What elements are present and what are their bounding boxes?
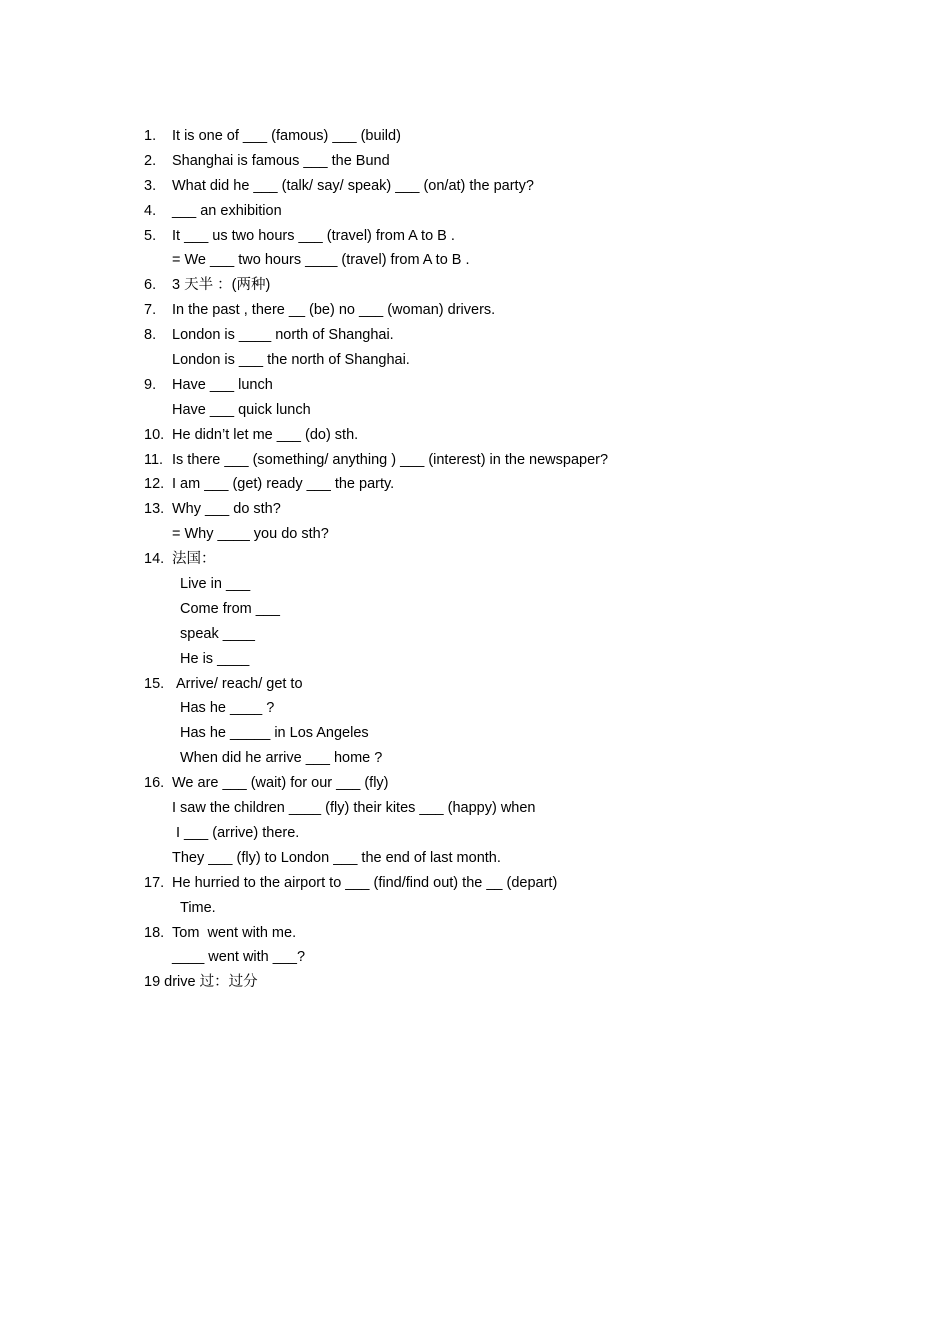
exercise-16-continuation-1: [144, 796, 844, 821]
exercise-5-continuation: [144, 248, 844, 273]
exercise-9-continuation: [144, 398, 844, 423]
exercise-text: ____ went with ___?: [172, 949, 306, 966]
exercise-16-continuation-3: [144, 846, 844, 871]
exercise-text: Come from ___: [180, 600, 280, 617]
exercise-text: Tom went with me.: [172, 924, 297, 941]
exercise-text: What did he ___ (talk/ say/ speak) ___ (on/at) the party?: [172, 177, 534, 194]
exercise-2: [144, 149, 844, 174]
exercise-text: speak ____: [180, 625, 255, 642]
exercise-number: 6.: [144, 277, 157, 294]
exercise-number: 13.: [144, 501, 165, 518]
exercise-number: 10.: [144, 426, 165, 443]
exercise-text: 3 天半 ：(两种): [172, 277, 271, 294]
exercise-16: [144, 771, 844, 796]
exercise-text: I am ___ (get) ready ___ the party.: [172, 476, 395, 493]
exercise-text: When did he arrive ___ home ?: [180, 750, 383, 767]
exercise-text: He didn’t let me ___ (do) sth.: [172, 426, 359, 443]
exercise-text: 法国：: [172, 551, 216, 568]
exercise-list: [144, 124, 844, 995]
exercise-14-sub-3: [144, 622, 844, 647]
exercise-text: Has he _____ in Los Angeles: [180, 725, 369, 742]
exercise-13-continuation: [144, 522, 844, 547]
exercise-text: London is ___ the north of Shanghai.: [172, 352, 410, 369]
exercise-19: [144, 970, 844, 995]
exercise-text: I saw the children ____ (fly) their kites ___ (happy) when: [172, 800, 536, 817]
exercise-8-continuation: [144, 348, 844, 373]
exercise-3: [144, 174, 844, 199]
exercise-number: 7.: [144, 302, 157, 319]
exercise-number: 14.: [144, 551, 165, 568]
exercise-number: 12.: [144, 476, 165, 493]
exercise-number: 8.: [144, 327, 157, 344]
exercise-text: They ___ (fly) to London ___ the end of last month.: [172, 849, 501, 866]
exercise-number: 1.: [144, 128, 157, 144]
exercise-15: [144, 672, 844, 697]
exercise-text: In the past , there __ (be) no ___ (woman) drivers.: [172, 302, 496, 319]
exercise-11: [144, 448, 844, 473]
exercise-text: He is ____: [180, 650, 250, 667]
exercise-text: He hurried to the airport to ___ (find/find out) the __ (depart): [172, 874, 558, 891]
exercise-7: [144, 298, 844, 323]
exercise-text: It is one of ___ (famous) ___ (build): [172, 128, 401, 144]
exercise-18-continuation: [144, 945, 844, 970]
exercise-text: Has he ____ ?: [180, 700, 275, 717]
exercise-14: [144, 547, 844, 572]
exercise-16-continuation-2: [144, 821, 844, 846]
exercise-1: [144, 124, 844, 149]
exercise-text: 19 drive 过：过分: [144, 974, 258, 991]
exercise-text: I ___ (arrive) there.: [176, 824, 300, 841]
exercise-10: [144, 423, 844, 448]
exercise-number: 2.: [144, 152, 157, 169]
exercise-9: [144, 373, 844, 398]
exercise-13: [144, 497, 844, 522]
exercise-text: Arrive/ reach/ get to: [176, 675, 303, 692]
exercise-number: 5.: [144, 227, 157, 244]
exercise-number: 15.: [144, 675, 165, 692]
exercise-14-sub-2: [144, 597, 844, 622]
exercise-text: Why ___ do sth?: [172, 501, 281, 518]
exercise-text: = Why ____ you do sth?: [172, 526, 329, 543]
exercise-text: London is ____ north of Shanghai.: [172, 327, 394, 344]
exercise-17: [144, 871, 844, 896]
exercise-number: 4.: [144, 202, 157, 219]
exercise-text: ___ an exhibition: [172, 202, 282, 219]
exercise-8: [144, 323, 844, 348]
exercise-15-sub-2: [144, 721, 844, 746]
exercise-text: Have ___ quick lunch: [172, 401, 311, 418]
exercise-15-sub-1: [144, 696, 844, 721]
exercise-text: Is there ___ (something/ anything ) ___ (interest) in the newspaper?: [172, 451, 609, 468]
exercise-text: Time.: [180, 899, 216, 916]
exercise-18: [144, 921, 844, 946]
exercise-number: 18.: [144, 924, 165, 941]
exercise-14-sub-1: [144, 572, 844, 597]
exercise-text: Shanghai is famous ___ the Bund: [172, 152, 390, 169]
exercise-number: 16.: [144, 775, 165, 792]
exercise-text: It ___ us two hours ___ (travel) from A to B .: [172, 227, 455, 244]
exercise-text: Live in ___: [180, 576, 251, 593]
exercise-14-sub-4: [144, 647, 844, 672]
exercise-17-continuation: [144, 896, 844, 921]
exercise-12: [144, 472, 844, 497]
exercise-4: [144, 199, 844, 224]
exercise-text: Have ___ lunch: [172, 376, 273, 393]
exercise-number: 11.: [144, 451, 164, 468]
exercise-text: We are ___ (wait) for our ___ (fly): [172, 775, 389, 792]
exercise-15-sub-3: [144, 746, 844, 771]
exercise-5: [144, 224, 844, 249]
exercise-number: 17.: [144, 874, 165, 891]
exercise-number: 9.: [144, 376, 157, 393]
exercise-text: = We ___ two hours ____ (travel) from A to B .: [172, 252, 470, 269]
exercise-number: 3.: [144, 177, 157, 194]
exercise-6: [144, 273, 844, 298]
